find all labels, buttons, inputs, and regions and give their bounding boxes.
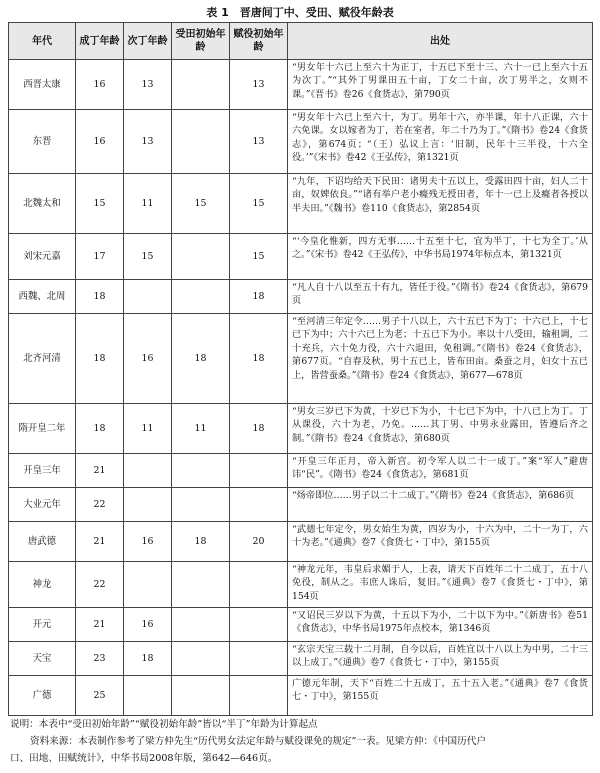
tax-age-cell — [230, 454, 288, 488]
tax-age-cell — [230, 676, 288, 716]
header-adult-age: 成丁年龄 — [76, 23, 124, 60]
source-cell: “开皇三年正月，帝入新宫。初令军人以二十一成丁。”案“军人”避唐讳“民”。《隋书》卷24《食货志》，第681页 — [288, 454, 593, 488]
era-cell: 刘宋元嘉 — [9, 234, 76, 280]
land-age-cell — [172, 488, 230, 522]
era-cell: 东晋 — [9, 110, 76, 174]
sub-age-cell: 16 — [124, 314, 172, 404]
source-cell: “武德七年定令，男女始生为黄，四岁为小，十六为中，二十一为丁，六十为老。”《通典》卷7《食货七・丁中》，第155页 — [288, 522, 593, 562]
table-row — [9, 314, 593, 404]
land-age-cell — [172, 562, 230, 608]
source-cell: “玄宗天宝三载十二月制，自今以后，百姓宜以十八以上为中男，二十三以上成丁。”《通典》卷7《食货七・丁中》，第155页 — [288, 642, 593, 676]
sub-age-cell: 11 — [124, 174, 172, 234]
tax-age-cell: 15 — [230, 174, 288, 234]
sub-age-cell: 15 — [124, 234, 172, 280]
source-cell: “男女年十六已上至六十为正丁，十五已下至十三、六十一已上至六十五为次丁。”“其外丁男课田五十亩，丁女二十亩，次丁男半之，女则不课。”《晋书》卷26《食货志》，第790页 — [288, 60, 593, 110]
age-table — [8, 22, 593, 716]
tax-age-cell: 18 — [230, 314, 288, 404]
adult-age-cell: 16 — [76, 110, 124, 174]
table-row — [9, 404, 593, 454]
header-tax-age: 赋役初始年龄 — [230, 23, 288, 60]
header-row — [9, 23, 593, 60]
table-title: 表 1 晋唐间丁中、受田、赋役年龄表 — [206, 6, 394, 19]
era-cell: 开元 — [9, 608, 76, 642]
source-cell: “炀帝即位……男子以二十二成丁。”《隋书》卷24《食货志》，第686页 — [288, 488, 593, 522]
land-age-cell — [172, 454, 230, 488]
tax-age-cell — [230, 488, 288, 522]
table-row — [9, 562, 593, 608]
tax-age-cell — [230, 562, 288, 608]
source-cell: “至河清三年定令……男子十八以上，六十五已下为丁；十六已上，十七已下为中；六十六已上为老；十五已下为小。率以十八受田，输租调，二十充兵，六十免力役，六十六退田，免租调。”《隋书》卷24《食货志》，第677页。“自春及秋，男十五已上，皆布田亩。桑蚕之月，妇女十五已上，皆营蚕桑。”《隋书》卷24《食货志》，第677—678页 — [288, 314, 593, 404]
header-sub-age: 次丁年龄 — [124, 23, 172, 60]
tax-age-cell — [230, 608, 288, 642]
era-cell: 西晋太康 — [9, 60, 76, 110]
land-age-cell — [172, 280, 230, 314]
era-cell: 唐武德 — [9, 522, 76, 562]
tax-age-cell: 13 — [230, 110, 288, 174]
tax-age-cell — [230, 642, 288, 676]
header-land-age: 受田初始年龄 — [172, 23, 230, 60]
tax-age-cell: 18 — [230, 404, 288, 454]
table-row — [9, 488, 593, 522]
header-era: 年代 — [9, 23, 76, 60]
adult-age-cell: 15 — [76, 174, 124, 234]
adult-age-cell: 16 — [76, 60, 124, 110]
table-row — [9, 280, 593, 314]
table-row — [9, 676, 593, 716]
era-cell: 西魏、北周 — [9, 280, 76, 314]
source-cell: “神龙元年，韦皇后求媚于人，上表，请天下百姓年二十二成丁，五十八免役，制从之。韦庶人诛后，复旧。”《通典》卷7《食货七・丁中》，第154页 — [288, 562, 593, 608]
source-cell: “凡人自十八以至五十有九，皆任于役。”《隋书》卷24《食货志》，第679页 — [288, 280, 593, 314]
sub-age-cell — [124, 454, 172, 488]
note-sources-cont: 口、田地、田赋统计》，中华书局2008年版，第642—646页。 — [10, 753, 278, 764]
land-age-cell — [172, 234, 230, 280]
source-cell: “男女年十六已上至六十，为丁。男年十六，亦半课，年十八正课，六十六免课。女以嫁者为丁，若在室者，年二十乃为丁。”《隋书》卷24《食货志》，第674页；“（王）弘议上言：‘旧制，民年十三半役，十六全役。’”《宋书》卷42《王弘传》，第1321页 — [288, 110, 593, 174]
era-cell: 北魏太和 — [9, 174, 76, 234]
table-row — [9, 454, 593, 488]
land-age-cell: 18 — [172, 522, 230, 562]
adult-age-cell: 21 — [76, 454, 124, 488]
sub-age-cell — [124, 488, 172, 522]
era-cell: 广德 — [9, 676, 76, 716]
tax-age-cell: 15 — [230, 234, 288, 280]
era-cell: 大业元年 — [9, 488, 76, 522]
tax-age-cell: 13 — [230, 60, 288, 110]
tax-age-cell: 18 — [230, 280, 288, 314]
tax-age-cell: 20 — [230, 522, 288, 562]
note-explanation: 说明：本表中“受田初始年龄”“赋役初始年龄”皆以“半丁”年龄为计算起点 — [10, 719, 318, 730]
sub-age-cell: 13 — [124, 60, 172, 110]
table-row — [9, 110, 593, 174]
source-cell: “又诏民三岁以下为黄，十五以下为小，二十以下为中。”《新唐书》卷51《食货志》，中华书局1975年点校本，第1346页 — [288, 608, 593, 642]
adult-age-cell: 23 — [76, 642, 124, 676]
sub-age-cell — [124, 676, 172, 716]
land-age-cell — [172, 608, 230, 642]
source-cell: “‘今皇化惟新，四方无事……十五至十七，宜为半丁，十七为全丁。’从之。”《宋书》卷42《王弘传》，中华书局1974年标点本，第1321页 — [288, 234, 593, 280]
land-age-cell: 11 — [172, 404, 230, 454]
table-row — [9, 60, 593, 110]
sub-age-cell — [124, 562, 172, 608]
land-age-cell: 15 — [172, 174, 230, 234]
era-cell: 天宝 — [9, 642, 76, 676]
era-cell: 北齐河清 — [9, 314, 76, 404]
land-age-cell — [172, 60, 230, 110]
era-cell: 开皇三年 — [9, 454, 76, 488]
land-age-cell — [172, 642, 230, 676]
source-cell: 广德元年制，天下“百姓二十五成丁，五十五入老。”《通典》卷7《食货七・丁中》，第155页 — [288, 676, 593, 716]
source-cell: “九年，下诏均给天下民田：诸男夫十五以上，受露田四十亩，妇人二十亩，奴婢依良。”“诸有举户老小癃残无授田者，年十一已上及癃者各授以半夫田。”《魏书》卷110《食货志》，第2854页 — [288, 174, 593, 234]
era-cell: 隋开皇二年 — [9, 404, 76, 454]
adult-age-cell: 22 — [76, 562, 124, 608]
adult-age-cell: 21 — [76, 522, 124, 562]
table-row — [9, 234, 593, 280]
land-age-cell — [172, 676, 230, 716]
land-age-cell: 18 — [172, 314, 230, 404]
sub-age-cell: 11 — [124, 404, 172, 454]
sub-age-cell: 16 — [124, 608, 172, 642]
table-row — [9, 522, 593, 562]
table-row — [9, 608, 593, 642]
header-source: 出处 — [288, 23, 593, 60]
land-age-cell — [172, 110, 230, 174]
sub-age-cell — [124, 280, 172, 314]
adult-age-cell: 18 — [76, 404, 124, 454]
sub-age-cell: 13 — [124, 110, 172, 174]
adult-age-cell: 17 — [76, 234, 124, 280]
era-cell: 神龙 — [9, 562, 76, 608]
source-cell: “男女三岁已下为黄，十岁已下为小，十七已下为中，十八已上为丁。丁从课役，六十为老，乃免。……其丁男、中男永业露田，皆遵后齐之制。”《隋书》卷24《食货志》，第680页 — [288, 404, 593, 454]
adult-age-cell: 21 — [76, 608, 124, 642]
table-notes — [8, 716, 592, 767]
sub-age-cell: 18 — [124, 642, 172, 676]
sub-age-cell: 16 — [124, 522, 172, 562]
table-row — [9, 174, 593, 234]
adult-age-cell: 18 — [76, 314, 124, 404]
adult-age-cell: 22 — [76, 488, 124, 522]
adult-age-cell: 25 — [76, 676, 124, 716]
note-sources: 资料来源：本表制作参考了梁方仲先生“历代男女法定年龄与赋役课免的规定”一表。见梁方仲：《中国历代户 — [30, 736, 486, 747]
table-row — [9, 642, 593, 676]
adult-age-cell: 18 — [76, 280, 124, 314]
